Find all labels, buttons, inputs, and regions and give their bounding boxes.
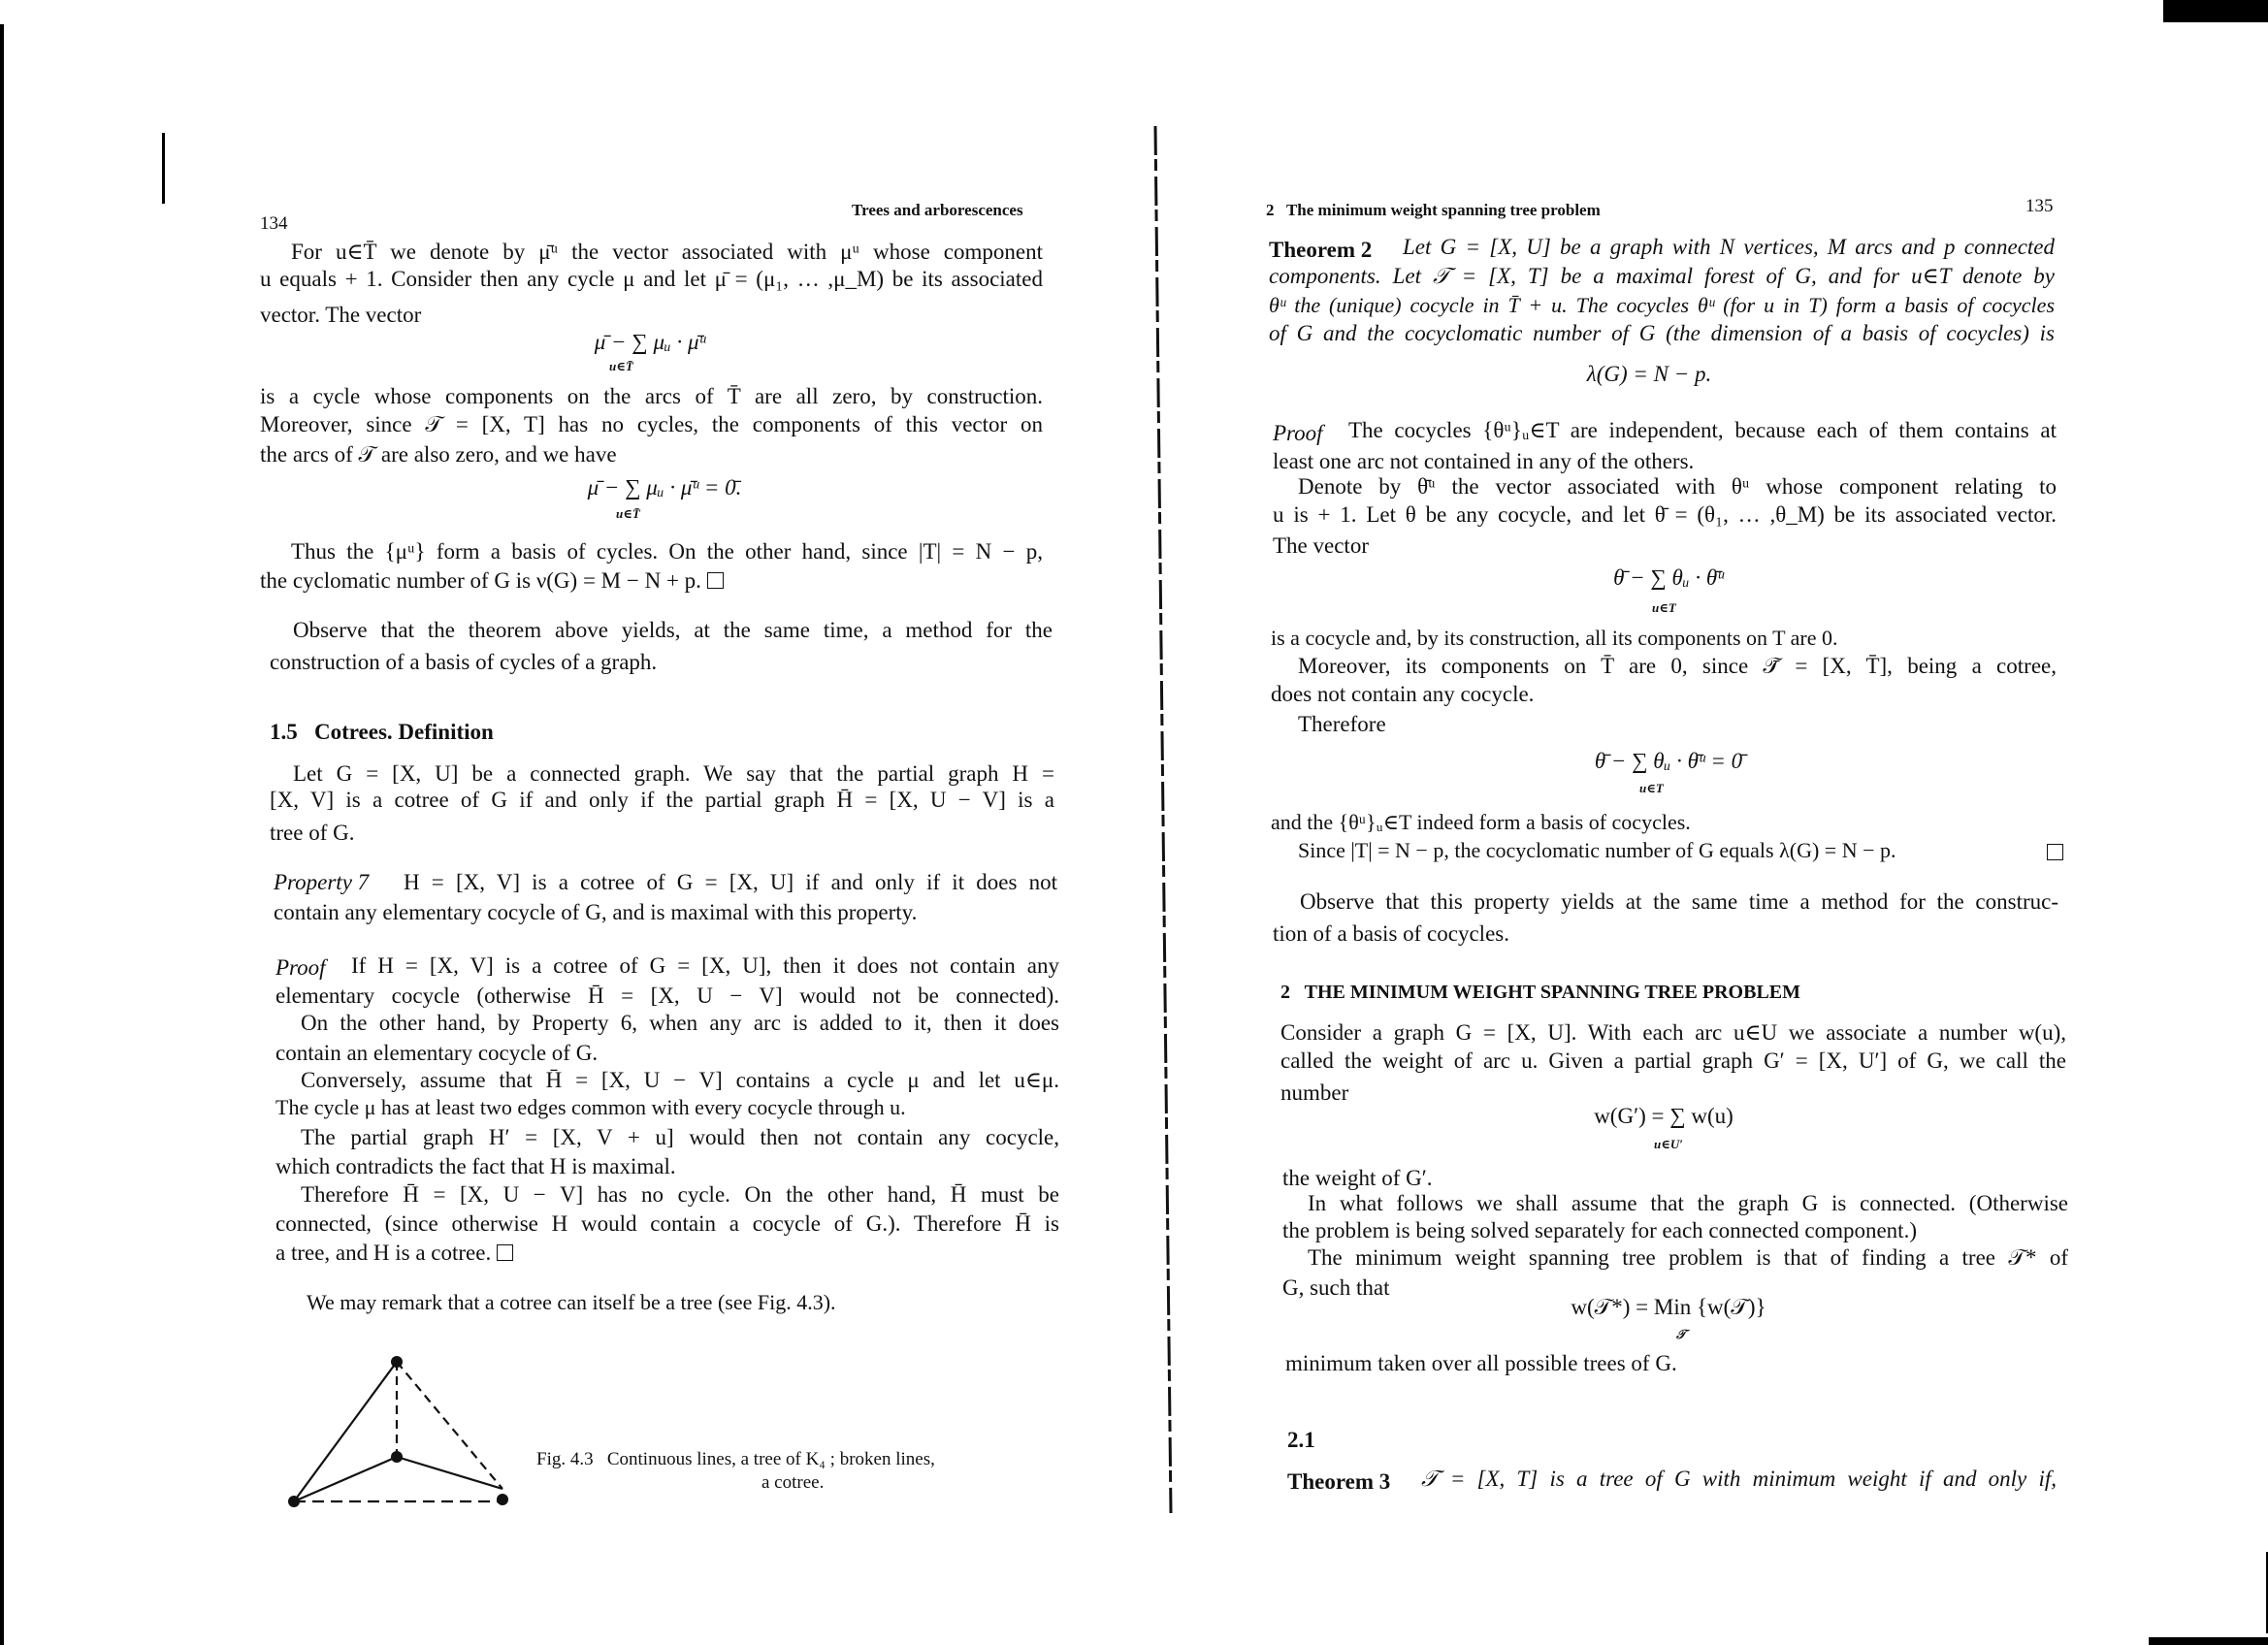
paragraph-line: the cyclomatic number of G is ν(G) = M − N + p. — [260, 568, 724, 594]
paragraph-line: Let G = [X, U] be a graph with N vertices, M arcs and p connected — [1403, 235, 2055, 259]
tree-edge — [294, 1362, 397, 1501]
scan-edge-left — [0, 24, 4, 1645]
paragraph-line: The cycle μ has at least two edges common with every cocycle through u. — [275, 1095, 906, 1119]
paragraph-line: and the {θᵘ}ᵤ∈T indeed form a basis of cocycles. — [1271, 810, 1691, 834]
equation-subscript: u∈U′ — [1654, 1137, 1683, 1151]
paragraph-line: [X, V] is a cotree of G if and only if the partial graph H̄ = [X, U − V] is a — [270, 788, 1054, 812]
vertex — [288, 1496, 300, 1507]
equation-subscript: u∈T̄ — [616, 506, 640, 521]
proof-label: Proof — [1273, 421, 1323, 445]
proof-label: Proof — [275, 955, 326, 980]
paragraph-line: H = [X, V] is a cotree of G = [X, U] if and only if it does not — [404, 870, 1057, 894]
tree-edge — [397, 1457, 502, 1489]
paragraph-line: u equals + 1. Consider then any cycle μ and let μ̄ = (μ₁, … ,μ_M) be its associated — [260, 267, 1043, 291]
paragraph-line: minimum taken over all possible trees of G. — [1285, 1351, 1677, 1375]
paragraph-line: of G and the cocyclomatic number of G (the dimension of a basis of cocycles) is — [1269, 321, 2055, 345]
equation: θ̄ − ∑ θᵤ · θ̄ᵘ — [1613, 565, 1724, 590]
equation: w(𝒯*) = Min {w(𝒯)} — [1571, 1295, 1766, 1319]
paragraph-line: Let G = [X, U] be a connected graph. We say that the partial graph H = — [293, 761, 1054, 786]
paragraph-line: tree of G. — [270, 821, 355, 845]
equation: w(G′) = ∑ w(u) — [1594, 1104, 1733, 1128]
vertex — [391, 1451, 403, 1463]
paragraph-line: We may remark that a cotree can itself be a tree (see Fig. 4.3). — [307, 1290, 836, 1314]
paragraph-line: Observe that this property yields at the same time a method for the construc- — [1300, 889, 2058, 914]
theorem-label: Theorem 2 — [1269, 238, 1373, 262]
equation-subscript: u∈T — [1639, 781, 1664, 795]
paragraph-line: Conversely, assume that H̄ = [X, U − V] contains a cycle μ and let u∈μ. — [301, 1068, 1059, 1092]
paragraph-line: number — [1280, 1081, 1349, 1105]
paragraph-line: θᵘ the (unique) cocycle in T̄ + u. The cocycles θᵘ (for u in T) form a basis of cocycles — [1269, 293, 2055, 317]
page-number: 134 — [260, 213, 288, 234]
subsection-heading: 2.1 — [1287, 1428, 1315, 1452]
paragraph-line: is a cycle whose components on the arcs of T̄ are all zero, by construction. — [260, 384, 1043, 408]
paragraph-line: called the weight of arc u. Given a partial graph G′ = [X, U′] of G, we call the — [1280, 1048, 2066, 1073]
paragraph-line: Denote by θ̄ᵘ the vector associated with θᵘ whose component relating to — [1298, 474, 2057, 499]
paragraph-line: the arcs of 𝒯 are also zero, and we have — [260, 442, 617, 467]
equation: μ̄ − ∑ μᵤ · μ̄ᵘ — [594, 330, 706, 354]
section-heading: 1.5 Cotrees. Definition — [270, 720, 494, 744]
qed-box-icon — [707, 572, 724, 589]
paragraph-line: vector. The vector — [260, 303, 422, 327]
vertex — [391, 1356, 403, 1368]
equation: λ(G) = N − p. — [1586, 362, 1712, 386]
paragraph-line: Observe that the theorem above yields, at the same time, a method for the — [293, 618, 1053, 642]
paragraph-line: The vector — [1273, 533, 1369, 558]
paragraph-line: If H = [X, V] is a cotree of G = [X, U], then it does not contain any — [351, 953, 1059, 978]
paragraph-line: a tree, and H is a cotree. — [275, 1241, 513, 1266]
paragraph-line: In what follows we shall assume that the graph G is connected. (Otherwise — [1308, 1191, 2068, 1215]
equation-subscript: u∈T̄ — [609, 359, 633, 373]
paragraph-line: components. Let 𝒯 = [X, T] be a maximal forest of G, and for u∈T denote by — [1269, 264, 2055, 288]
paragraph-line: is a cocycle and, by its construction, all its components on T are 0. — [1271, 626, 1838, 650]
paragraph-line: Since |T| = N − p, the cocyclomatic number of G equals λ(G) = N − p. — [1298, 838, 1896, 862]
paragraph-line: Moreover, its components on T̄ are 0, since 𝒯̄ = [X, T̄], being a cotree, — [1298, 654, 2057, 678]
paragraph-line: Therefore — [1298, 712, 1386, 736]
paragraph-line: least one arc not contained in any of the others. — [1273, 449, 1695, 473]
paragraph-line: construction of a basis of cycles of a graph. — [270, 650, 658, 674]
paragraph-line: The partial graph H′ = [X, V + u] would then not contain any cocycle, — [301, 1125, 1059, 1149]
qed-box-icon — [497, 1244, 513, 1261]
paragraph-line: For u∈T̄ we denote by μ̄ᵘ the vector associated with μᵘ whose component — [291, 240, 1043, 264]
paragraph-line: Therefore H̄ = [X, U − V] has no cycle. On the other hand, H̄ must be — [301, 1182, 1059, 1207]
scan-bar-top-right — [2163, 0, 2268, 22]
paragraph-line: Thus the {μᵘ} form a basis of cycles. On the other hand, since |T| = N − p, — [291, 539, 1043, 564]
cotree-edge — [397, 1362, 502, 1489]
paragraph-line: 𝒯 = [X, T] is a tree of G with minimum weight if and only if, — [1421, 1467, 2057, 1491]
equation-subscript: 𝒯 — [1676, 1327, 1686, 1341]
paragraph-line: contain any elementary cocycle of G, and is maximal with this property. — [274, 900, 918, 924]
equation: μ̄ − ∑ μᵤ · μ̄ᵘ = 0̄. — [587, 475, 742, 500]
qed-box-icon — [2047, 844, 2063, 860]
paragraph-line: the problem is being solved separately for each connected component.) — [1282, 1218, 1917, 1242]
equation-subscript: u∈T — [1652, 600, 1676, 615]
theorem-label: Theorem 3 — [1287, 1469, 1391, 1494]
paragraph-line: contain an elementary cocycle of G. — [275, 1041, 599, 1065]
scan-bar-bottom-right — [2149, 1637, 2268, 1645]
paragraph-line: connected, (since otherwise H would contain a cocycle of G.). Therefore H̄ is — [275, 1211, 1059, 1236]
section-heading: 2 THE MINIMUM WEIGHT SPANNING TREE PROBLEM — [1280, 982, 1800, 1003]
figure-caption: Fig. 4.3 Continuous lines, a tree of K₄ ; broken lines, — [536, 1449, 935, 1469]
paragraph-line: elementary cocycle (otherwise H̄ = [X, U − V] would not be connected). — [275, 984, 1059, 1008]
paragraph-line: On the other hand, by Property 6, when any arc is added to it, then it does — [301, 1011, 1059, 1035]
equation: θ̄ − ∑ θᵤ · θ̄ᵘ = 0̄ — [1594, 749, 1743, 773]
paragraph-line: The minimum weight spanning tree problem is that of finding a tree 𝒯* of — [1308, 1245, 2068, 1270]
running-head: Trees and arborescences — [852, 201, 1023, 219]
paragraph-line: G, such that — [1282, 1275, 1390, 1300]
paragraph-line: tion of a basis of cocycles. — [1273, 921, 1509, 946]
paragraph-line: does not contain any cocycle. — [1271, 682, 1535, 706]
paragraph-line: u is + 1. Let θ be any cocycle, and let θ̄ = (θ₁, … ,θ_M) be its associated vector. — [1273, 502, 2057, 527]
paragraph-line: which contradicts the fact that H is maximal. — [275, 1154, 676, 1178]
page-number: 135 — [2025, 196, 2054, 216]
paragraph-line: the weight of G′. — [1282, 1166, 1433, 1190]
scan-mark-left — [162, 133, 165, 204]
paragraph-line: Consider a graph G = [X, U]. With each arc u∈U we associate a number w(u), — [1280, 1020, 2066, 1045]
running-head: 2 The minimum weight spanning tree problem — [1266, 201, 1601, 219]
property-label: Property 7 — [274, 870, 370, 894]
paragraph-line: Moreover, since 𝒯 = [X, T] has no cycles, the components of this vector on — [260, 412, 1043, 436]
paragraph-line: The cocycles {θᵘ}ᵤ∈T are independent, because each of them contains at — [1348, 418, 2057, 442]
vertex — [497, 1494, 508, 1505]
book-spine — [1145, 107, 1183, 1523]
figure-k4-graph — [281, 1348, 524, 1513]
figure-caption: a cotree. — [761, 1472, 825, 1493]
